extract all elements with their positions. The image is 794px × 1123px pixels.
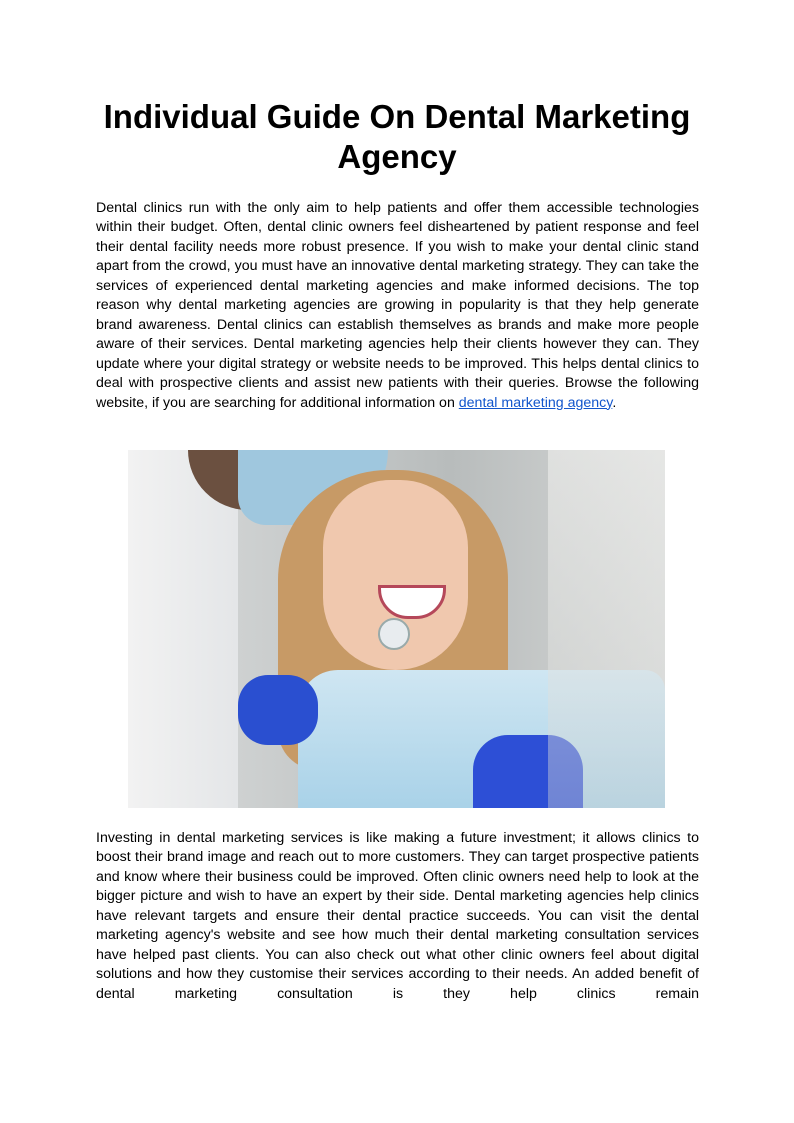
dental-mirror [378, 618, 410, 650]
dental-marketing-agency-link[interactable]: dental marketing agency [458, 394, 613, 411]
intro-text: Dental clinics run with the only aim to help patients and offer them accessible technologies within their budget. Often, dental clinic owners feel disheartened by patient response and feel their dental facility needs more robust presence. If you wish to make your dental clinic stand apart from the crowd, you must have an innovative dental marketing strategy. They can take the services of experienced dental marketing agencies and make informed decisions. The top reason why dental marketing agencies are growing in popularity is that they help generate brand awareness. Dental clinics can establish themselves as brands and make more people aware of their services. Dental marketing agencies help their clients however they can. They update where your digital strategy or website needs to be improved. This helps dental clinics to deal with prospective clients and assist new patients with their queries. Browse the following website, if you are searching for additional information on [96, 200, 699, 411]
investment-paragraph: Investing in dental marketing services is like making a future investment; it allows clinics to boost their brand image and reach out to more customers. They can target prospective patients and know where their business could be improved. Often clinic owners need help to look at the bigger picture and wish to have an expert by their side. Dental marketing agencies help clinics have relevant targets and ensure their dental practice succeeds. You can visit the dental marketing agency's website and see how much their dental marketing consultation services have helped past clients. You can also check out what other clinic owners feel about digital solutions and how they customise their services according to their needs. An added benefit of dental marketing consultation is they help clinics remain [96, 830, 699, 1002]
intro-paragraph [96, 199, 699, 413]
dentist-patient-photo [128, 450, 665, 808]
page-title: Individual Guide On Dental Marketing Agency [103, 98, 691, 175]
intro-end: . [612, 394, 617, 411]
clinic-background [548, 450, 665, 808]
glove-left [238, 675, 318, 745]
